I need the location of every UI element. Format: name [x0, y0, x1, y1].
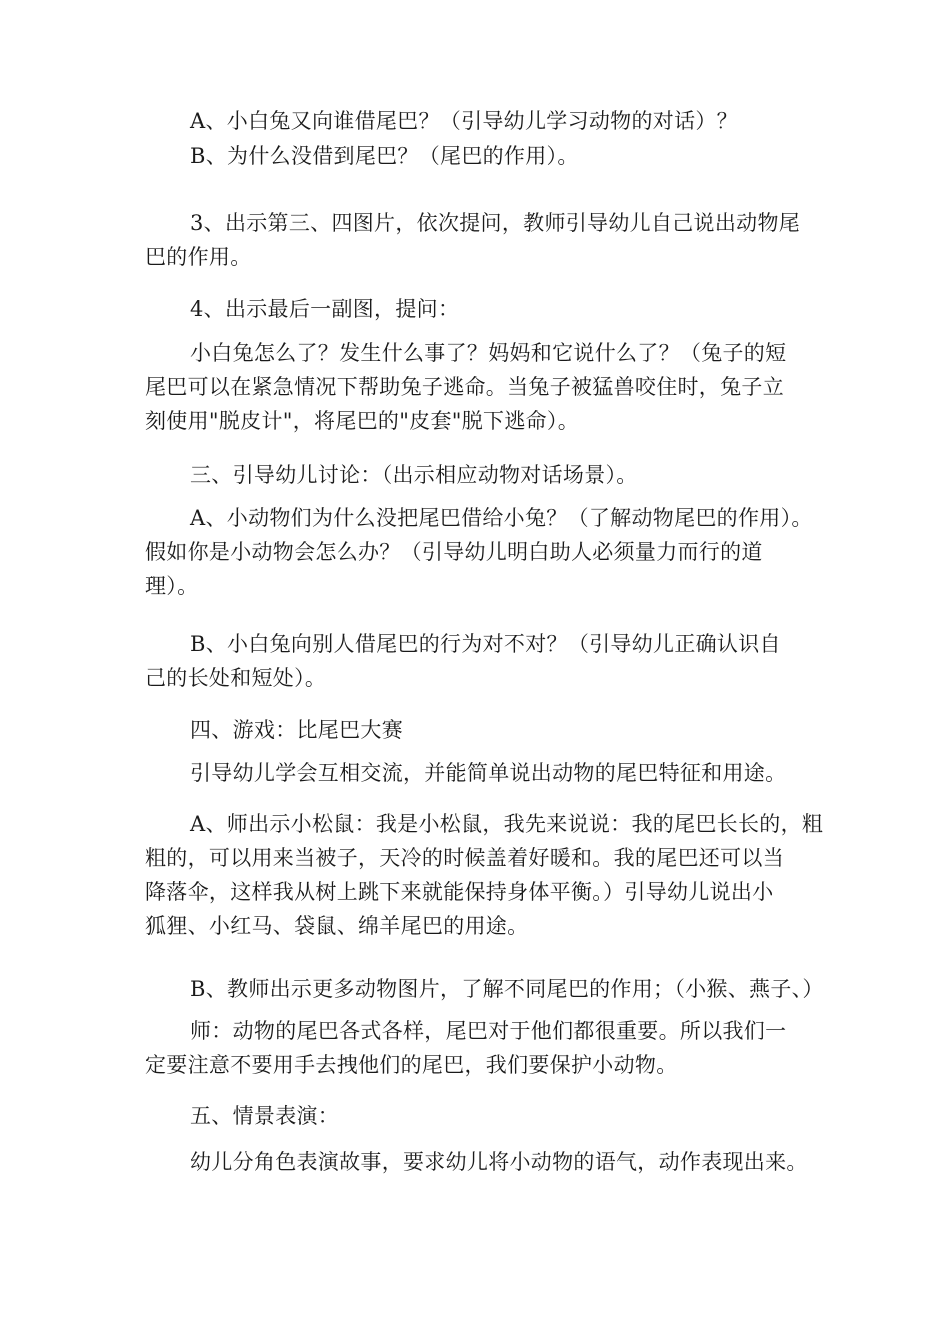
- paragraph: [145, 206, 800, 274]
- paragraph-line: B、小白兔向别人借尾巴的行为对不对？（引导幼儿正确认识自: [190, 632, 781, 656]
- paragraph-line: 幼儿分角色表演故事，要求幼儿将小动物的语气，动作表现出来。: [190, 1150, 808, 1174]
- paragraph-line: 粗的，可以用来当被子，天冷的时候盖着好暖和。我的尾巴还可以当: [145, 846, 784, 870]
- paragraph-line: 三、引导幼儿讨论：（出示相应动物对话场景）。: [190, 463, 638, 487]
- document-body: [145, 0, 825, 1344]
- paragraph: [145, 104, 738, 138]
- paragraph-line: 定要注意不要用手去拽他们的尾巴，我们要保护小动物。: [145, 1053, 678, 1077]
- paragraph-line: 引导幼儿学会互相交流，并能简单说出动物的尾巴特征和用途。: [190, 761, 787, 785]
- paragraph-line: A、小动物们为什么没把尾巴借给小兔？（了解动物尾巴的作用）。: [190, 506, 813, 530]
- paragraph-line: 理）。: [145, 574, 199, 598]
- paragraph: [145, 713, 403, 747]
- paragraph-line: 4、出示最后一副图，提问：: [190, 297, 460, 321]
- paragraph: [145, 458, 638, 492]
- paragraph: [145, 972, 824, 1006]
- paragraph: [145, 1014, 786, 1082]
- paragraph-line: 己的长处和短处）。: [145, 666, 327, 690]
- paragraph-line: A、小白兔又向谁借尾巴？（引导幼儿学习动物的对话）？: [190, 109, 738, 133]
- paragraph: [145, 336, 786, 438]
- paragraph-line: 小白兔怎么了？发生什么事了？妈妈和它说什么了？（兔子的短: [190, 341, 787, 365]
- paragraph: [145, 756, 786, 790]
- paragraph: [145, 292, 459, 326]
- paragraph-line: 假如你是小动物会怎么办？（引导幼儿明白助人必须量力而行的道: [145, 540, 763, 564]
- paragraph-line: 五、情景表演：: [190, 1104, 340, 1128]
- paragraph-line: 尾巴可以在紧急情况下帮助兔子逃命。当兔子被猛兽咬住时，兔子立: [145, 375, 784, 399]
- paragraph: [145, 139, 579, 173]
- paragraph-line: 师：动物的尾巴各式各样，尾巴对于他们都很重要。所以我们一: [190, 1019, 787, 1043]
- paragraph-line: 狐狸、小红马、袋鼠、绵羊尾巴的用途。: [145, 914, 529, 938]
- paragraph-line: 巴的作用。: [145, 245, 252, 269]
- paragraph-line: 降落伞，这样我从树上跳下来就能保持身体平衡。）引导幼儿说出小: [145, 880, 774, 904]
- paragraph: [145, 807, 823, 943]
- paragraph: [145, 627, 781, 695]
- paragraph-line: 3、出示第三、四图片，依次提问，教师引导幼儿自己说出动物尾: [190, 211, 801, 235]
- paragraph-line: B、教师出示更多动物图片，了解不同尾巴的作用；（小猴、燕子、）: [190, 977, 824, 1001]
- paragraph-line: B、为什么没借到尾巴？（尾巴的作用）。: [190, 144, 579, 168]
- paragraph-line: 四、游戏：比尾巴大赛: [190, 718, 403, 742]
- paragraph: [145, 1145, 808, 1179]
- paragraph-line: 刻使用"脱皮计"，将尾巴的"皮套"脱下逃命）。: [145, 409, 580, 433]
- paragraph: [145, 501, 813, 603]
- paragraph: [145, 1099, 339, 1133]
- paragraph-line: A、师出示小松鼠：我是小松鼠，我先来说说：我的尾巴长长的，粗: [190, 812, 824, 836]
